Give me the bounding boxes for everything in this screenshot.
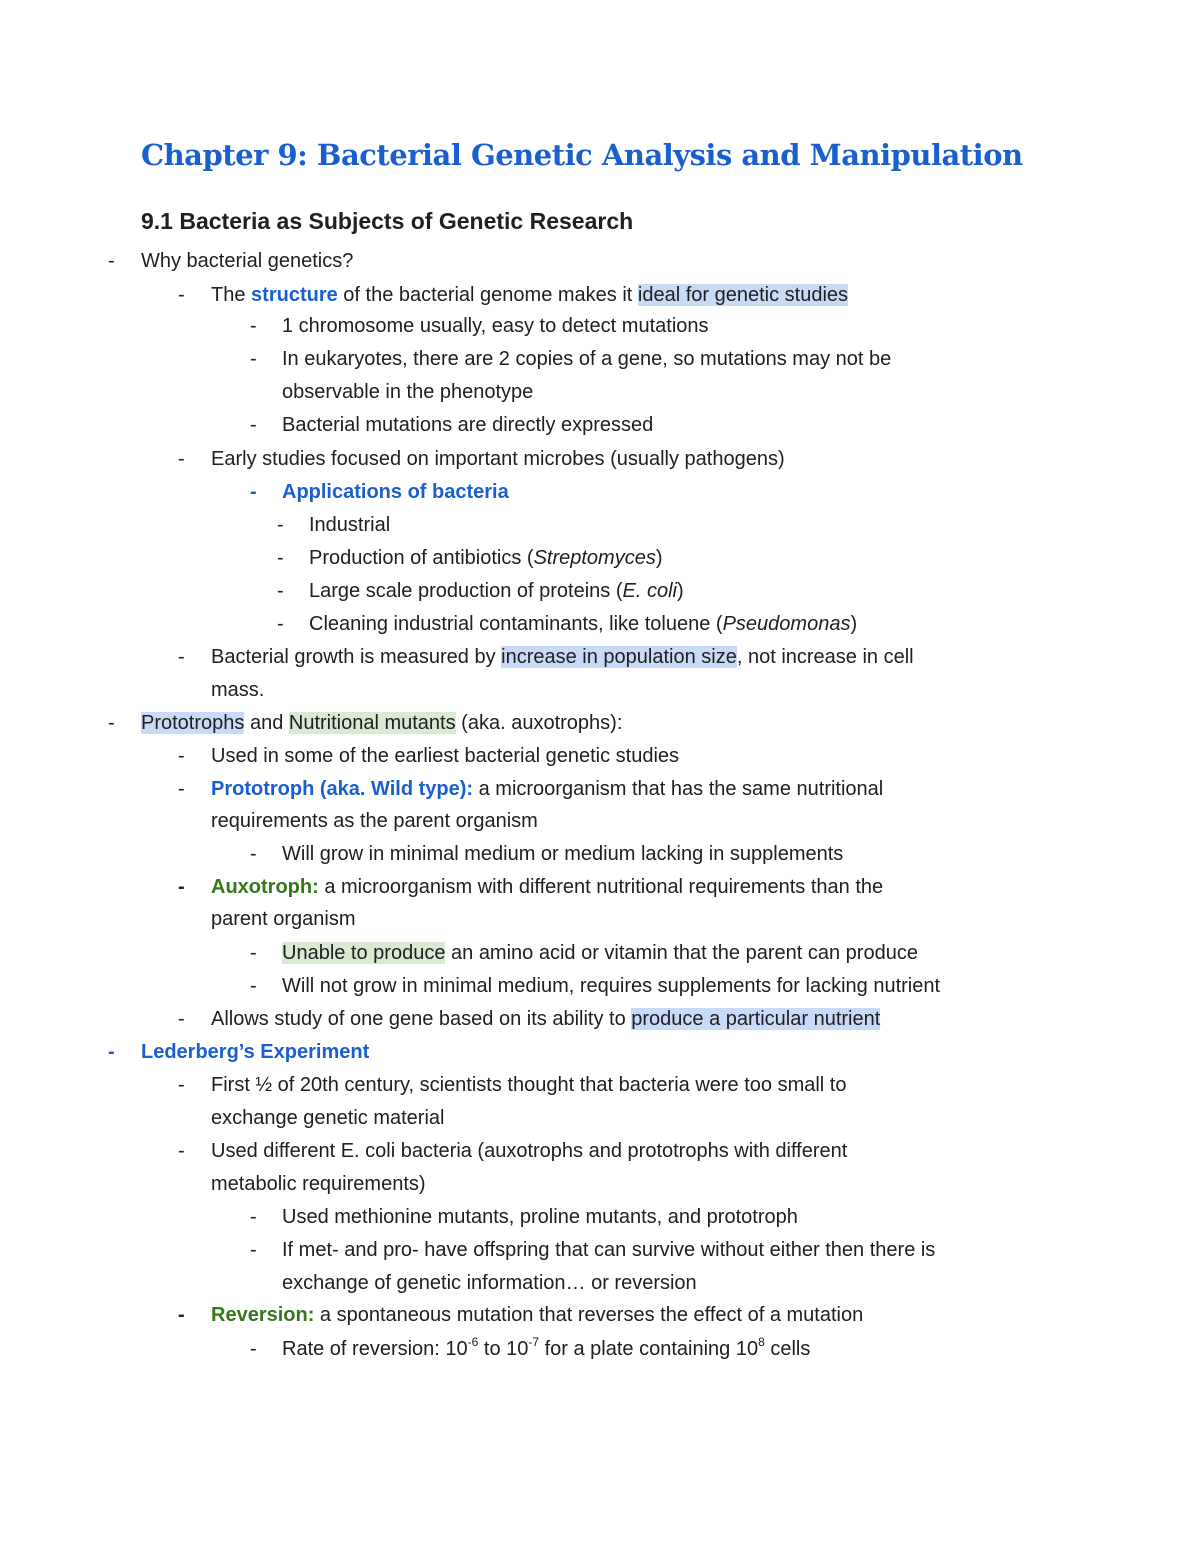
bullet-dash: - — [250, 843, 257, 865]
bullet-dash: - — [250, 942, 257, 964]
list-item-continuation — [282, 1268, 697, 1298]
list-item — [309, 609, 857, 639]
list-item — [141, 246, 353, 276]
list-item — [282, 938, 918, 968]
line-text: Why bacterial genetics? — [141, 250, 354, 272]
line-text: Used different E. coli bacteria (auxotrophs and prototrophs with different — [211, 1140, 848, 1162]
line-text: Will grow in minimal medium or medium lacking in supplements — [282, 843, 844, 865]
line-text: metabolic requirements) — [211, 1173, 426, 1195]
list-item — [282, 971, 940, 1001]
list-item-continuation — [211, 675, 264, 705]
list-item — [282, 1334, 810, 1364]
line-text: for a plate containing 10 — [539, 1338, 759, 1360]
line-text: Used methionine mutants, proline mutants, and prototroph — [282, 1206, 798, 1228]
exponent: -7 — [528, 1335, 540, 1349]
list-item — [282, 839, 843, 869]
line-text: Bacterial growth is measured by — [211, 646, 502, 668]
term-prototroph: Prototroph (aka. Wild type): — [211, 778, 474, 800]
list-item — [211, 741, 679, 771]
bullet-dash: - — [277, 613, 284, 635]
highlight-text: produce a particular nutrient — [631, 1008, 881, 1030]
bullet-dash: - — [277, 514, 284, 536]
line-text: (aka. auxotrophs): — [455, 712, 623, 734]
bullet-dash: - — [250, 414, 257, 436]
exponent: 8 — [758, 1335, 765, 1349]
line-text: Rate of reversion: 10 — [282, 1338, 468, 1360]
line-text: exchange genetic material — [211, 1107, 445, 1129]
bullet-dash: - — [250, 1338, 257, 1360]
list-item — [282, 311, 709, 341]
bullet-dash: - — [108, 250, 115, 272]
exponent: -6 — [467, 1335, 479, 1349]
bullet-dash: - — [277, 547, 284, 569]
line-text: 1 chromosome usually, easy to detect mutations — [282, 315, 709, 337]
line-text: ) — [676, 580, 684, 602]
line-text: to 10 — [478, 1338, 529, 1360]
bullet-dash: - — [108, 712, 115, 734]
line-text: Will not grow in minimal medium, requires supplements for lacking nutrient — [282, 975, 941, 997]
list-item-continuation — [211, 1103, 444, 1133]
list-item — [211, 642, 914, 672]
line-text: , not increase in cell — [736, 646, 914, 668]
line-text: Large scale production of proteins ( — [309, 580, 623, 602]
highlight-text: ideal for genetic studies — [637, 284, 849, 306]
chapter-title: Chapter 9: Bacterial Genetic Analysis and Manipulation — [141, 138, 1023, 172]
line-text: a microorganism with different nutritional requirements than the — [318, 876, 884, 898]
highlight-text: Unable to produce — [282, 942, 446, 964]
species-name: Pseudomonas — [722, 613, 851, 635]
bullet-dash: - — [178, 1008, 185, 1030]
bullet-dash: - — [108, 1041, 115, 1063]
bullet-dash: - — [178, 1074, 185, 1096]
list-item — [282, 344, 891, 374]
list-item-continuation — [211, 806, 538, 836]
bullet-dash: - — [178, 284, 185, 306]
highlight-text: Nutritional mutants — [288, 712, 456, 734]
list-item — [309, 543, 663, 573]
list-item — [282, 1202, 798, 1232]
highlight-text: increase in population size — [501, 646, 737, 668]
line-text: mass. — [211, 679, 265, 701]
line-text: observable in the phenotype — [282, 381, 534, 403]
list-item — [211, 444, 785, 474]
bullet-dash: - — [178, 448, 185, 470]
bullet-dash: - — [178, 1140, 185, 1162]
list-item — [211, 1136, 847, 1166]
line-text: and — [244, 712, 289, 734]
bullet-dash: - — [250, 348, 257, 370]
line-text: The — [211, 284, 252, 306]
bullet-dash: - — [250, 1239, 257, 1261]
term-auxotroph: Auxotroph: — [211, 876, 319, 898]
bullet-dash: - — [277, 580, 284, 602]
line-text: First ½ of 20th century, scientists thought that bacteria were too small to — [211, 1074, 847, 1096]
line-text: Cleaning industrial contaminants, like toluene ( — [309, 613, 723, 635]
bullet-dash: - — [250, 975, 257, 997]
list-item — [309, 576, 684, 606]
list-item — [211, 1070, 847, 1100]
list-item — [141, 1037, 369, 1067]
line-text: Bacterial mutations are directly expressed — [282, 414, 654, 436]
line-text: In eukaryotes, there are 2 copies of a gene, so mutations may not be — [282, 348, 892, 370]
line-text: of the bacterial genome makes it — [337, 284, 638, 306]
list-item-continuation — [282, 377, 533, 407]
subheading-applications: Applications of bacteria — [282, 481, 509, 503]
bullet-dash: - — [178, 876, 185, 898]
subheading-lederberg: Lederberg’s Experiment — [141, 1041, 370, 1063]
line-text: parent organism — [211, 908, 356, 930]
list-item — [282, 477, 509, 507]
term-reversion: Reversion: — [211, 1304, 315, 1326]
line-text: ) — [655, 547, 663, 569]
bullet-dash: - — [178, 1304, 185, 1326]
list-item — [141, 708, 622, 738]
list-item-continuation — [211, 1169, 426, 1199]
species-name: E. coli — [622, 580, 677, 602]
list-item — [282, 410, 653, 440]
line-text: Industrial — [309, 514, 391, 536]
bullet-dash: - — [250, 1206, 257, 1228]
line-text: exchange of genetic information… or reversion — [282, 1272, 697, 1294]
bullet-dash: - — [250, 481, 257, 503]
line-text: If met- and pro- have offspring that can survive without either then there is — [282, 1239, 936, 1261]
list-item — [309, 510, 390, 540]
line-text: requirements as the parent organism — [211, 810, 538, 832]
line-text: Early studies focused on important microbes (usually pathogens) — [211, 448, 785, 470]
line-text: cells — [764, 1338, 811, 1360]
list-item — [211, 872, 883, 902]
list-item — [211, 1004, 880, 1034]
highlight-text: Prototrophs — [141, 712, 245, 734]
list-item — [211, 1300, 863, 1330]
species-name: Streptomyces — [533, 547, 656, 569]
line-text: a microorganism that has the same nutritional — [473, 778, 884, 800]
bullet-dash: - — [178, 745, 185, 767]
line-text: an amino acid or vitamin that the parent can produce — [445, 942, 918, 964]
list-item — [211, 280, 848, 310]
line-text: Production of antibiotics ( — [309, 547, 534, 569]
list-item-continuation — [211, 904, 356, 934]
section-heading: 9.1 Bacteria as Subjects of Genetic Research — [141, 208, 634, 234]
line-text: ) — [850, 613, 858, 635]
line-text: Used in some of the earliest bacterial genetic studies — [211, 745, 680, 767]
list-item — [282, 1235, 935, 1265]
bullet-dash: - — [178, 646, 185, 668]
bullet-dash: - — [250, 315, 257, 337]
list-item — [211, 774, 883, 804]
bullet-dash: - — [178, 778, 185, 800]
term-structure: structure — [251, 284, 338, 306]
line-text: a spontaneous mutation that reverses the effect of a mutation — [314, 1304, 864, 1326]
line-text: Allows study of one gene based on its ability to — [211, 1008, 632, 1030]
